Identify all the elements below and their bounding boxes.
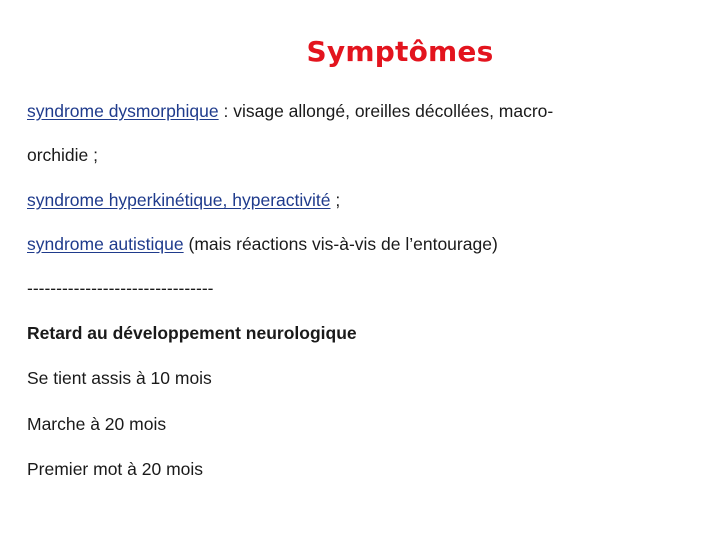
symptom-line-autistic <box>27 233 498 255</box>
link-syndrome-autistique[interactable]: syndrome autistique <box>27 234 184 254</box>
symptom-text-dysmorphic: : visage allongé, oreilles décollées, macro- <box>218 101 554 121</box>
milestone-first-word: Premier mot à 20 mois <box>27 459 204 479</box>
milestone-walking: Marche à 20 mois <box>27 414 167 434</box>
symptom-line-dysmorphic <box>27 100 553 122</box>
symptom-text-dysmorphic-cont: orchidie ; <box>27 145 99 165</box>
symptom-text-hyperkinetic: ; <box>330 190 341 210</box>
symptom-text-autistic: (mais réactions vis-à-vis de l’entourage) <box>183 234 498 254</box>
milestone-sitting: Se tient assis à 10 mois <box>27 368 212 388</box>
section-heading: Retard au développement neurologique <box>27 323 357 343</box>
link-syndrome-dysmorphique[interactable]: syndrome dysmorphique <box>27 101 219 121</box>
link-syndrome-hyperkinetique[interactable]: syndrome hyperkinétique, hyperactivité <box>27 190 331 210</box>
separator-line: -------------------------------- <box>27 278 214 298</box>
symptom-line-dysmorphic-cont <box>27 144 98 166</box>
symptom-line-hyperkinetic <box>27 189 340 211</box>
slide-title: Symptômes <box>306 35 494 68</box>
